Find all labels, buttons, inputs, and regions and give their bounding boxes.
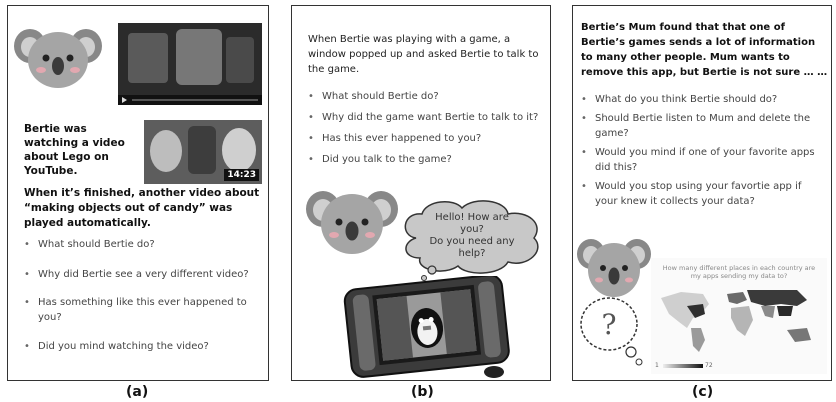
question-item: • Should Bertie listen to Mum and delete the game? <box>579 111 827 141</box>
koala-icon <box>577 232 651 302</box>
map-title: How many different places in each country are my apps sending my data to? <box>662 264 816 280</box>
lego-figure-center <box>176 29 222 85</box>
caption-a: (a) <box>126 384 149 400</box>
legend-gradient <box>663 364 703 368</box>
bubble-line: Do you need any <box>429 236 515 247</box>
koala-icon <box>14 20 102 92</box>
speech-bubble <box>396 198 546 286</box>
legend-max: 72 <box>705 362 713 369</box>
panel-b <box>291 5 551 381</box>
question-item: • Did you talk to the game? <box>306 152 542 167</box>
face-left <box>150 130 182 172</box>
koala-icon <box>306 182 398 258</box>
legend-min: 1 <box>655 362 659 369</box>
question-item: • Would you stop using your favortie app if your knew it collects your data? <box>579 179 827 209</box>
lego-figure-right <box>226 37 254 83</box>
panel-a-intro: Bertie was watching a video about Lego on YouTube. <box>24 123 125 177</box>
data-map-card <box>651 258 827 374</box>
panel-b-story: When Bertie was playing with a game, a window popped up and asked Bertie to talk to the game. <box>308 34 539 75</box>
panel-a <box>7 5 269 381</box>
lego-figure <box>188 126 216 174</box>
bubble-line: you? <box>460 224 484 235</box>
panel-b-questions <box>306 89 542 167</box>
lego-video-thumbnail[interactable] <box>118 23 262 105</box>
bubble-line: help? <box>458 248 486 259</box>
panel-c-questions <box>579 92 827 209</box>
question-item: • Why did the game want Bertie to talk to it? <box>306 110 542 125</box>
question-item: • Has something like this ever happened to you? <box>22 295 258 325</box>
play-icon[interactable] <box>122 97 127 103</box>
question-item: • Has this ever happened to you? <box>306 131 542 146</box>
question-thought-icon <box>579 294 651 370</box>
question-item: • Would you mind if one of your favorite apps did this? <box>579 145 827 175</box>
panel-a-story: When it’s finished, another video about “making objects out of candy” was played automatically. <box>24 187 260 229</box>
candy-video-thumbnail[interactable] <box>144 120 262 184</box>
video-control-bar <box>118 95 262 105</box>
face-right <box>222 128 256 172</box>
world-map <box>657 284 821 354</box>
question-item: • Did you mind watching the video? <box>22 339 258 354</box>
bubble-line: Hello! How are <box>435 212 509 223</box>
video-progress-bar[interactable] <box>132 99 258 101</box>
tablet-device <box>342 276 512 380</box>
lego-figure-left <box>128 33 168 83</box>
question-item: • What should Bertie do? <box>306 89 542 104</box>
svg-text:?: ? <box>601 308 617 341</box>
question-item: • What do you think Bertie should do? <box>579 92 827 107</box>
panel-c <box>572 5 832 381</box>
video-duration-badge: 14:23 <box>224 169 259 181</box>
question-item: • Why did Bertie see a very different video? <box>22 267 258 282</box>
question-item: • What should Bertie do? <box>22 237 258 252</box>
caption-c: (c) <box>692 384 714 400</box>
panel-c-story: Bertie’s Mum found that that one of Bertie’s games sends a lot of information to many other people. Mum wants to remove this app, but Bertie is not sure … … <box>581 22 828 78</box>
caption-b: (b) <box>411 384 434 400</box>
panel-a-questions <box>22 237 258 354</box>
